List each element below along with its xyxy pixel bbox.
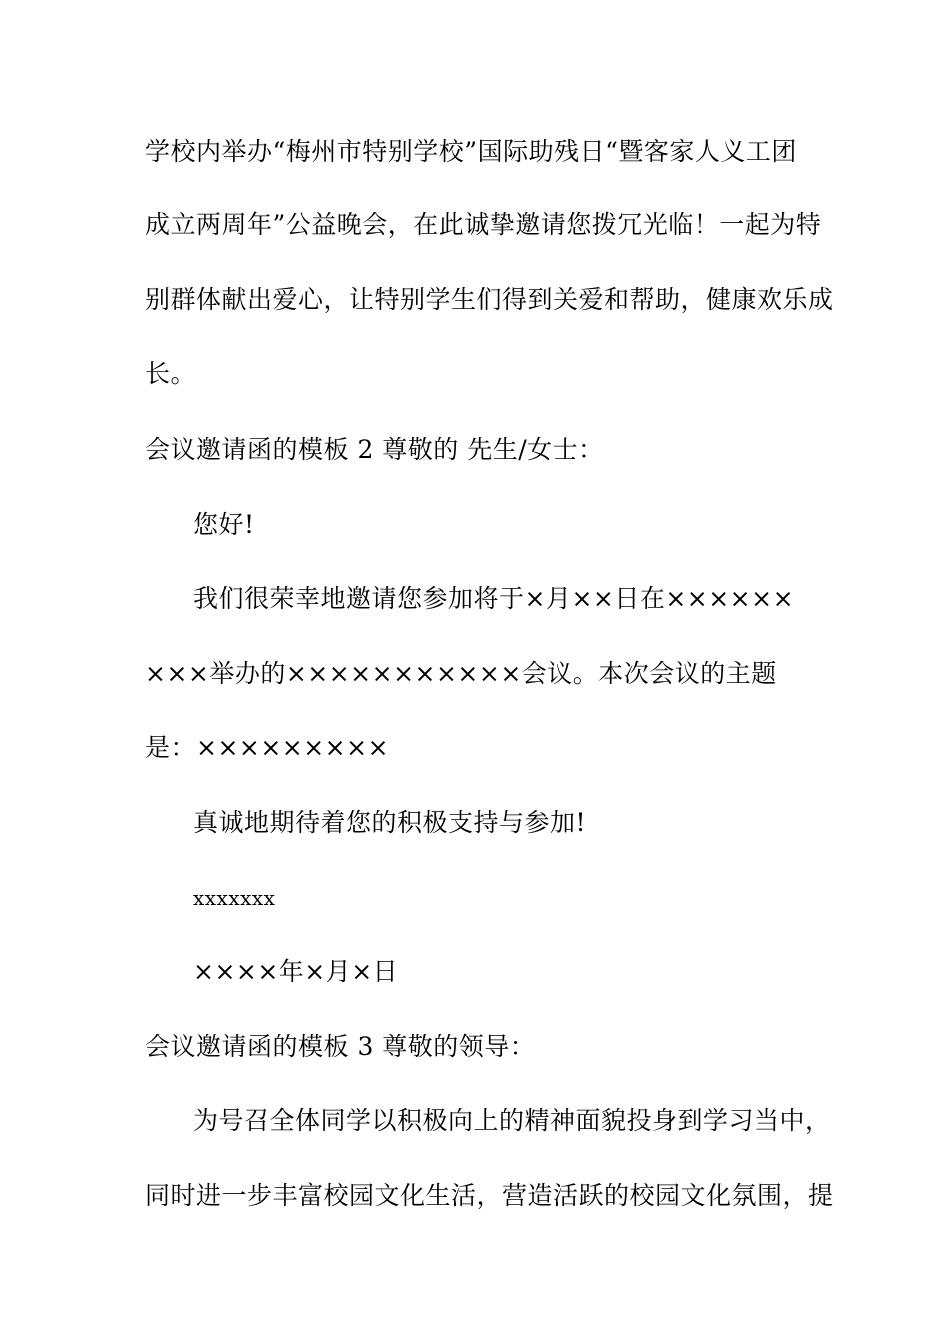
paragraph-line: 我们很荣幸地邀请您参加将于×月××日在×××××× bbox=[193, 584, 795, 613]
signature: xxxxxxx bbox=[193, 886, 276, 910]
date-line: ××××年×月×日 bbox=[193, 957, 399, 986]
paragraph-line: ×××举办的×××××××××××会议。本次会议的主题 bbox=[145, 659, 777, 688]
paragraph-line: 别群体献出爱心，让特别学生们得到关爱和帮助，健康欢乐成 bbox=[145, 285, 834, 314]
section-heading: 会议邀请函的模板 3 尊敬的领导： bbox=[145, 1032, 536, 1061]
paragraph-line: 长。 bbox=[145, 359, 197, 388]
section-heading: 会议邀请函的模板 2 尊敬的 先生/女士： bbox=[145, 435, 604, 464]
paragraph-line: 学校内举办“梅州市特别学校”国际助残日“暨客家人义工团 bbox=[145, 137, 797, 166]
paragraph-line: 同时进一步丰富校园文化生活，营造活跃的校园文化氛围，提 bbox=[145, 1181, 834, 1210]
paragraph-line: 成立两周年”公益晚会，在此诚挚邀请您拨冗光临！一起为特 bbox=[145, 210, 822, 239]
greeting: 您好! bbox=[193, 510, 255, 539]
closing-line: 真诚地期待着您的积极支持与参加! bbox=[193, 808, 587, 837]
paragraph-line: 是：××××××××× bbox=[145, 733, 390, 762]
paragraph-line: 为号召全体同学以积极向上的精神面貌投身到学习当中， bbox=[193, 1106, 831, 1135]
